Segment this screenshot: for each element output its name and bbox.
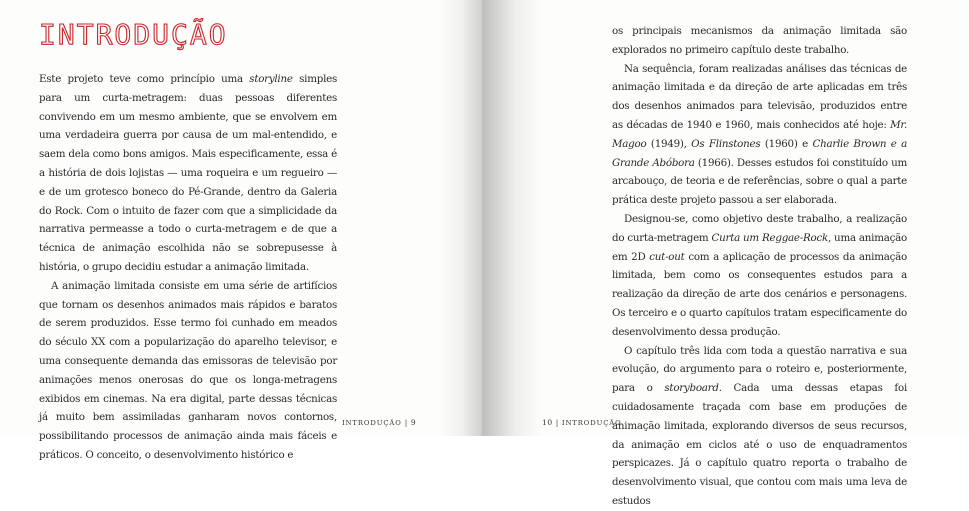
folio-section: INTRODUÇÃO	[342, 419, 402, 427]
gutter-shadow	[438, 0, 482, 436]
paragraph	[612, 22, 907, 60]
text-run: . Cada uma dessas etapas foi cuidadosamente traçada com base em produções de animação limitada, explorando diversos de seus recursos, da animação em ciclos até o uso de enquadramentos perspicazes. Já o capítulo quatro reporta o trabalho de desenvolvimento visual, que contou com mais uma leva de estudos	[612, 382, 907, 507]
gutter-shadow	[482, 0, 542, 436]
paragraph	[612, 60, 907, 210]
right-page	[482, 0, 969, 507]
text-run: (1949),	[646, 137, 692, 150]
folio-section: INTRODUÇÃO	[561, 419, 622, 427]
right-body-text	[612, 22, 907, 511]
page-number: 9	[410, 418, 417, 427]
italic-text: Os Flinstones	[691, 137, 761, 150]
folio-separator: |	[555, 418, 559, 427]
paragraph	[612, 342, 907, 511]
italic-text: Curta um Reggae-Rock	[711, 231, 828, 244]
italic-text: cut-out	[649, 250, 685, 263]
folio-separator: |	[404, 418, 408, 427]
text-run: , uma animação em 2D	[612, 231, 907, 263]
text-run: O capítulo três lida com toda a questão narrativa e sua evolução, do argumento para o roteiro e, posteriormente, para o	[612, 344, 907, 395]
page-title: INTRODUÇÃO	[39, 18, 228, 51]
paragraph	[39, 70, 337, 277]
paragraph	[39, 277, 337, 465]
text-run: Este projeto teve como princípio uma	[39, 73, 250, 85]
italic-text: storyboard	[664, 382, 719, 395]
text-run: com a aplicação de processos da animação limitada, bem como os consequentes estudos para a realização da direção de arte dos cenários e personagens. Os terceiro e o quarto capítulos tratam especificamente do desenvolvimento dessa produção.	[612, 250, 907, 338]
left-folio	[342, 418, 416, 427]
page-number: 10	[542, 418, 553, 427]
text-run: simples para um curta-metragem: duas pessoas diferentes convivendo em um mesmo ambiente, que se envolvem em uma verdadeira guerra por causa de um mal-entendido, e saem dela como bons amigos. Mais especificamente, essa é a história de dois lojistas — uma roqueira e um regueiro — e de um grotesco boneco do Pé-Grande, dentro da Galeria do Rock. Com o intuito de fazer com que a simplicidade da narrativa permeasse a todo o curta-metragem e de que a técnica de animação escolhida não se sobrepusesse à história, o grupo decidiu estudar a animação limitada.	[39, 73, 337, 273]
left-page	[0, 0, 482, 461]
paragraph	[612, 210, 907, 342]
left-body-text	[39, 70, 337, 465]
text-run: (1966). Desses estudos foi constituído um arcabouço, de teoria e de referências, sobre o qual a parte prática deste projeto passou a ser elaborada.	[612, 156, 907, 207]
text-run: Na sequência, foram realizadas análises das técnicas de animação limitada e da direção de arte aplicadas em três dos desenhos animados para televisão, produzidos entre as décadas de 1940 e 1960, mais conhecidos até hoje:	[612, 62, 907, 131]
text-run: A animação limitada consiste em uma série de artifícios que tornam os desenhos animados mais rápidos e baratos de serem produzidos. Esse termo foi cunhado em meados do século XX com a popularização do aparelho televisor, e uma consequente demanda das emissoras de televisão por animações menos onerosas do que os longa-metragens exibidos em cinemas. Na era digital, parte dessas técnicas já muito bem assimiladas ganharam novos contornos, possibilitando processos de animação ainda mais fáceis e práticos. O conceito, o desenvolvimento histórico e	[39, 279, 337, 461]
text-run: os principais mecanismos da animação limitada são explorados no primeiro capítulo deste trabalho.	[612, 25, 907, 56]
text-run: (1960) e	[760, 137, 813, 150]
italic-text: storyline	[249, 73, 293, 85]
text-run: Designou-se, como objetivo deste trabalho, a realização do curta-metragem	[612, 212, 907, 244]
right-folio	[542, 418, 622, 427]
italic-text: Charlie Brown e a Grande Abóbora	[612, 137, 908, 169]
italic-text: Mr. Magoo	[612, 118, 907, 150]
